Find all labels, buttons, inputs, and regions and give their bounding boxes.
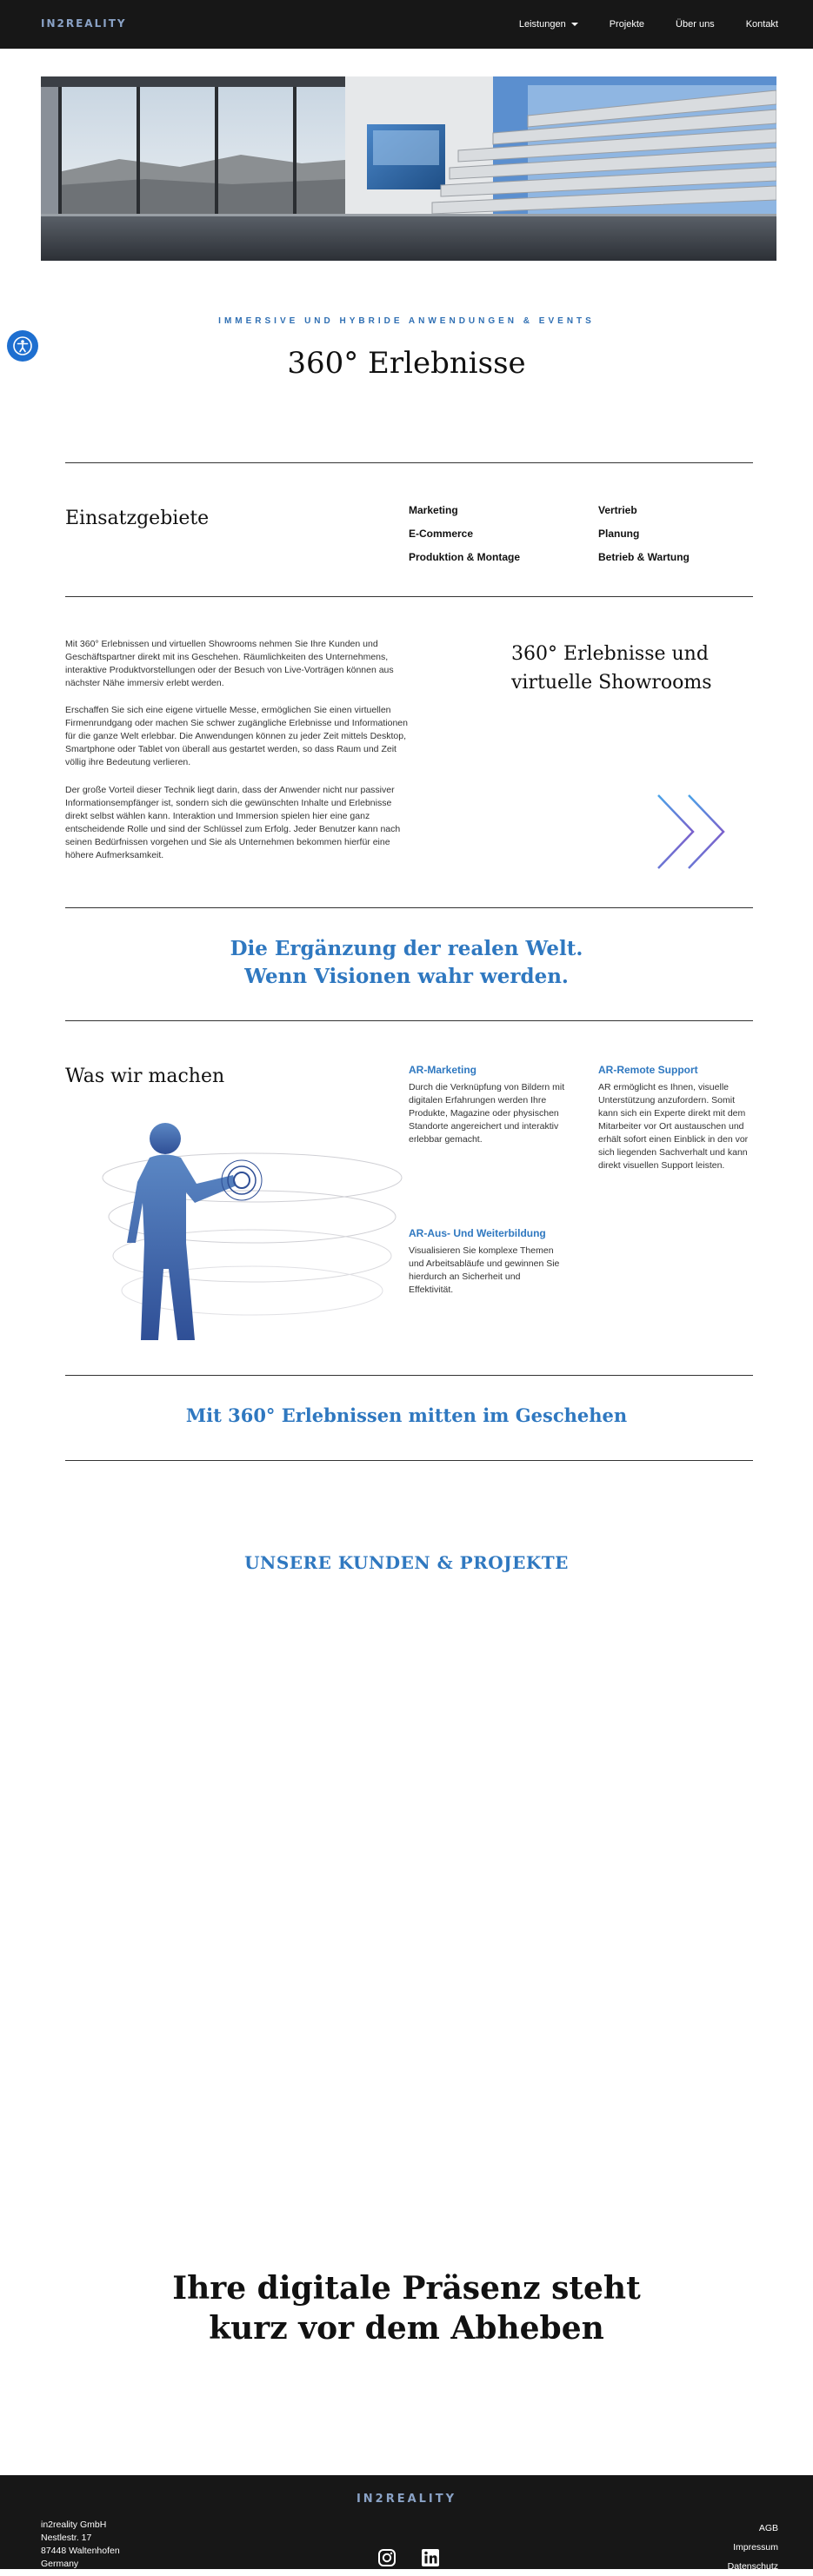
service-title: AR-Marketing xyxy=(409,1064,477,1076)
about-paragraph: Mit 360° Erlebnissen und virtuellen Showrooms nehmen Sie Ihre Kunden und Geschäftspartner direkt mit ins Geschehen. Räumlichkeiten des Unternehmens, interaktive Produktvorstellungen oder der Besuch von Live-Vorträgen können aus nächster Nähe immersiv erlebt werden. xyxy=(65,639,394,688)
about-side-heading xyxy=(511,640,772,697)
divider xyxy=(65,596,753,597)
nav-leistungen-label: Leistungen xyxy=(518,19,566,30)
divider xyxy=(65,1460,753,1461)
einsatz-item: Marketing xyxy=(409,504,458,516)
banner-text: Mit 360° Erlebnissen mitten im Geschehen xyxy=(185,1404,628,1426)
clients-heading: UNSERE KUNDEN & PROJEKTE xyxy=(244,1552,569,1573)
about-side-heading-line: 360° Erlebnisse und xyxy=(511,643,709,665)
tagline xyxy=(0,935,813,991)
service-title: AR-Remote Support xyxy=(598,1064,698,1076)
page-title: 360° Erlebnisse xyxy=(287,346,526,381)
footer-link-datenschutz[interactable]: Datenschutz xyxy=(727,2561,778,2572)
service-text: Durch die Verknüpfung von Bildern mit digitalen Erfahrungen werden Ihre Produkte, Magazine oder physischen Standorte angereichert und interaktiv erlebbar gemacht. xyxy=(409,1082,565,1145)
about-paragraph: Der große Vorteil dieser Technik liegt darin, dass der Anwender nicht nur passiver Informationsempfänger ist, sondern sich die gewünschten Inhalte und Erlebnisse direkt selbst wählen kann. Interaktion und Immersion spielen hier eine ganz entscheidende Rolle und sind der Schlüssel zum Erfolg. Jeder Benutzer kann nach seinen Bedürfnissen vorgehen und Sie als Unternehmen bekommen hierfür eine höhere Aufmerksamkeit. xyxy=(65,785,401,860)
services-heading: Was wir machen xyxy=(65,1066,225,1087)
address-line: 87448 Waltenhofen xyxy=(41,2546,120,2556)
launch-heading-line: kurz vor dem Abheben xyxy=(209,2310,604,2347)
site-header xyxy=(0,0,813,49)
tagline-line: Wenn Visionen wahr werden. xyxy=(244,965,569,988)
address-line: Germany xyxy=(41,2559,79,2569)
ar-illustration xyxy=(87,1112,404,1347)
service-title: AR-Aus- Und Weiterbildung xyxy=(409,1227,546,1239)
linkedin-icon[interactable] xyxy=(421,2548,440,2567)
einsatz-item: Planung xyxy=(598,528,640,540)
nav-ueber-uns[interactable]: Über uns xyxy=(676,19,715,30)
hero-image xyxy=(41,76,776,261)
einsatz-item: E-Commerce xyxy=(409,528,474,540)
nav-kontakt[interactable]: Kontakt xyxy=(745,19,778,30)
footer-links xyxy=(728,2519,778,2576)
service-text: AR ermöglicht es Ihnen, visuelle Unterstützung anzufordern. Somit kann sich ein Experte direkt mit dem Mitarbeiter vor Ort austauschen und erhält sofort einen Einblick in den vor sich liegenden Sachverhalt und kann direkt visuellen Support leisten. xyxy=(598,1082,749,1171)
service-text: Visualisieren Sie komplexe Themen und Arbeitsabläufe und gewinnen Sie hierdurch an Sicherheit und Effektivität. xyxy=(409,1245,560,1295)
einsatz-item: Produktion & Montage xyxy=(409,551,520,563)
chevron-right-icon xyxy=(654,791,732,873)
divider xyxy=(65,1375,753,1376)
divider xyxy=(65,1020,753,1021)
launch-heading-line: Ihre digitale Präsenz steht xyxy=(172,2270,641,2307)
intro-eyebrow: IMMERSIVE UND HYBRIDE ANWENDUNGEN & EVENTS xyxy=(218,316,595,326)
einsatz-heading: Einsatzgebiete xyxy=(65,508,210,529)
footer-address xyxy=(41,2519,120,2571)
address-line: in2reality GmbH xyxy=(41,2520,107,2530)
chevron-down-icon xyxy=(571,23,578,26)
nav-leistungen[interactable] xyxy=(519,19,578,30)
about-side-heading-line: virtuelle Showrooms xyxy=(511,672,712,694)
nav-projekte[interactable]: Projekte xyxy=(609,19,645,30)
site-footer xyxy=(0,2475,813,2572)
divider xyxy=(65,907,753,908)
about-paragraph: Erschaffen Sie sich eine eigene virtuelle Messe, ermöglichen Sie einen virtuellen Firmenrundgang oder machen Sie schwer zugängliche Erlebnisse und Informationen für die ganze Welt erlebbar. Die Anwendungen können zu jeder Zeit mittels Desktop, Smartphone oder Tablet von überall aus gestartet werden, so dass Raum und Zeit völlig ihre Bedeutung verlieren. xyxy=(65,705,408,767)
site-logo[interactable]: IN2REALITY xyxy=(41,17,127,30)
main-nav xyxy=(519,0,778,49)
tagline-line: Die Ergänzung der realen Welt. xyxy=(230,937,583,960)
einsatz-item: Betrieb & Wartung xyxy=(598,551,690,563)
instagram-icon[interactable] xyxy=(377,2548,397,2567)
footer-link-impressum[interactable]: Impressum xyxy=(733,2542,778,2553)
address-line: Nestlestr. 17 xyxy=(41,2533,92,2543)
einsatz-item: Vertrieb xyxy=(598,504,637,516)
footer-logo[interactable]: IN2REALITY xyxy=(356,2493,457,2506)
launch-heading xyxy=(0,2268,813,2348)
divider xyxy=(65,462,753,463)
footer-link-agb[interactable]: AGB xyxy=(758,2523,778,2533)
